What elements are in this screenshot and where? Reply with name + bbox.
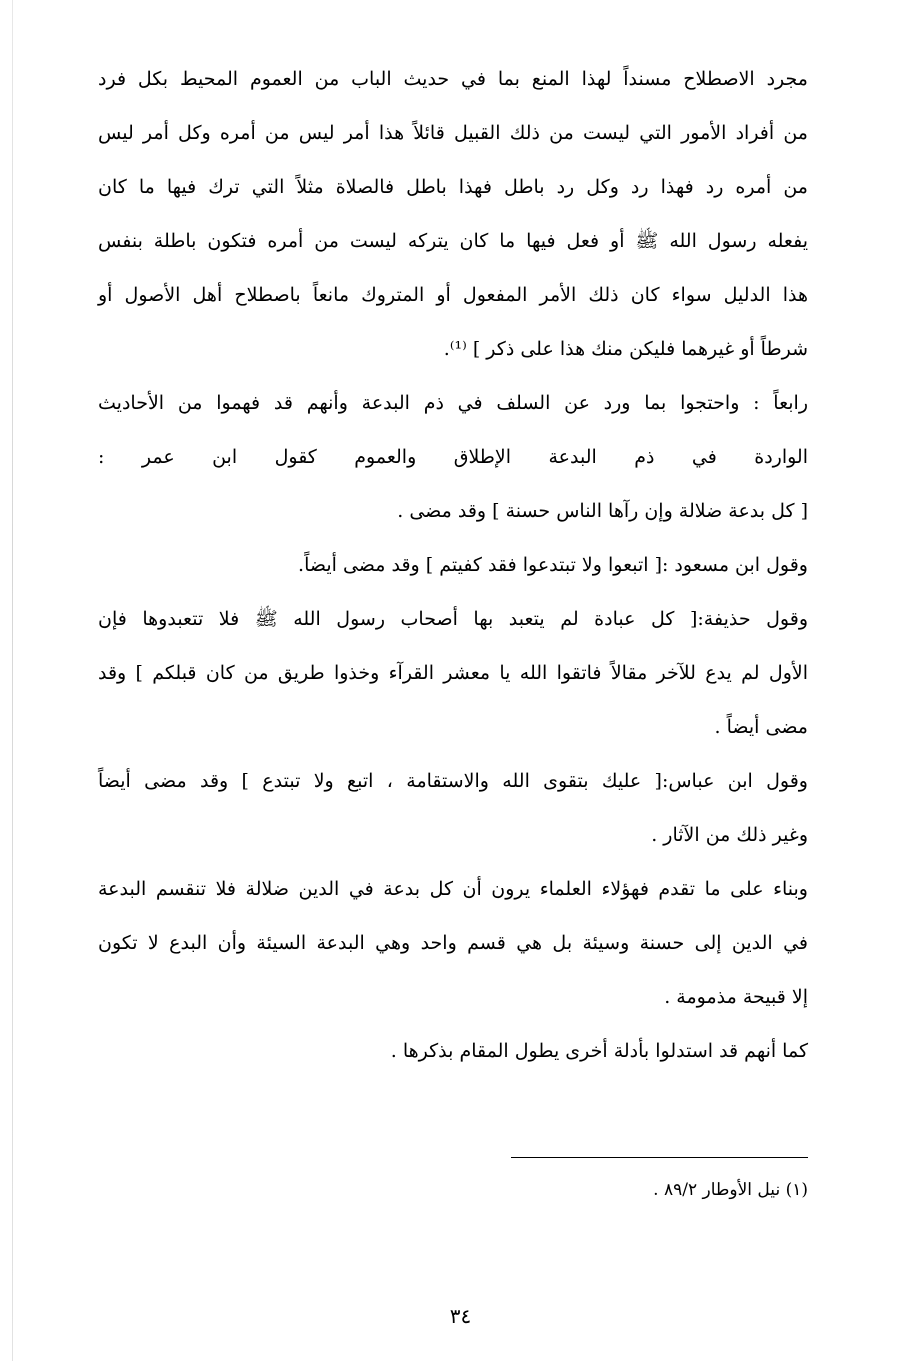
text-line-7: رابعاً : واحتجوا بما ورد عن السلف في ذم البدعة وأنهم قد فهموا من الأحاديث	[98, 392, 808, 414]
page-number: ٣٤	[449, 1304, 472, 1328]
text-line-8: الواردة في ذم البدعة الإطلاق والعموم كقول ابن عمر :	[98, 446, 808, 468]
text-line-10: وقول ابن مسعود :[ اتبعوا ولا تبتدعوا فقد كفيتم ] وقد مضى أيضاً.	[298, 554, 808, 576]
text-line-17: في الدين إلى حسنة وسيئة بل هي قسم واحد وهي البدعة السيئة وأن البدع لا تكون	[98, 932, 808, 954]
body-text	[98, 52, 808, 1078]
text-line-15: وغير ذلك من الآثار .	[651, 824, 808, 846]
text-line-18: إلا قبيحة مذمومة .	[664, 986, 808, 1008]
text-line-2: من أفراد الأمور التي ليست من ذلك القبيل قائلاً هذا أمر ليس من أمره وكل أمر ليس	[98, 122, 808, 144]
footnote-separator	[511, 1157, 808, 1158]
text-line-14: وقول ابن عباس:[ عليك بتقوى الله والاستقامة ، اتبع ولا تبتدع ] وقد مضى أيضاً	[98, 770, 808, 792]
text-line-3: من أمره رد فهذا رد وكل رد باطل فهذا باطل فالصلاة مثلاً التي ترك فيها ما كان	[98, 176, 808, 198]
footnote: (١) نيل الأوطار ٨٩/٢ .	[653, 1180, 808, 1200]
text-line-9: [ كل بدعة ضلالة وإن رآها الناس حسنة ] وقد مضى .	[397, 500, 808, 522]
scan-edge	[12, 0, 13, 1361]
text-line-6: شرطاً أو غيرهما فليكن منك هذا على ذكر ] ⁽¹⁾.	[443, 338, 808, 360]
text-line-5: هذا الدليل سواء كان ذلك الأمر المفعول أو المتروك مانعاً باصطلاح أهل الأصول أو	[98, 284, 808, 306]
text-line-12: الأول لم يدع للآخر مقالاً فاتقوا الله يا معشر القرآء وخذوا طريق من كان قبلكم ] وقد	[98, 662, 808, 684]
text-line-16: وبناء على ما تقدم فهؤلاء العلماء يرون أن كل بدعة في الدين ضلالة فلا تنقسم البدعة	[98, 878, 808, 900]
text-line-11: وقول حذيفة:[ كل عبادة لم يتعبد بها أصحاب رسول الله ﷺ فلا تتعبدوها فإن	[98, 608, 808, 630]
text-line-1: مجرد الاصطلاح مسنداً لهذا المنع بما في حديث الباب من العموم المحيط بكل فرد	[98, 68, 808, 90]
text-line-4: يفعله رسول الله ﷺ أو فعل فيها ما كان يتركه ليست من أمره فتكون باطلة بنفس	[98, 230, 808, 252]
text-line-19: كما أنهم قد استدلوا بأدلة أخرى يطول المقام بذكرها .	[390, 1040, 808, 1062]
text-line-13: مضى أيضاً .	[714, 716, 808, 738]
